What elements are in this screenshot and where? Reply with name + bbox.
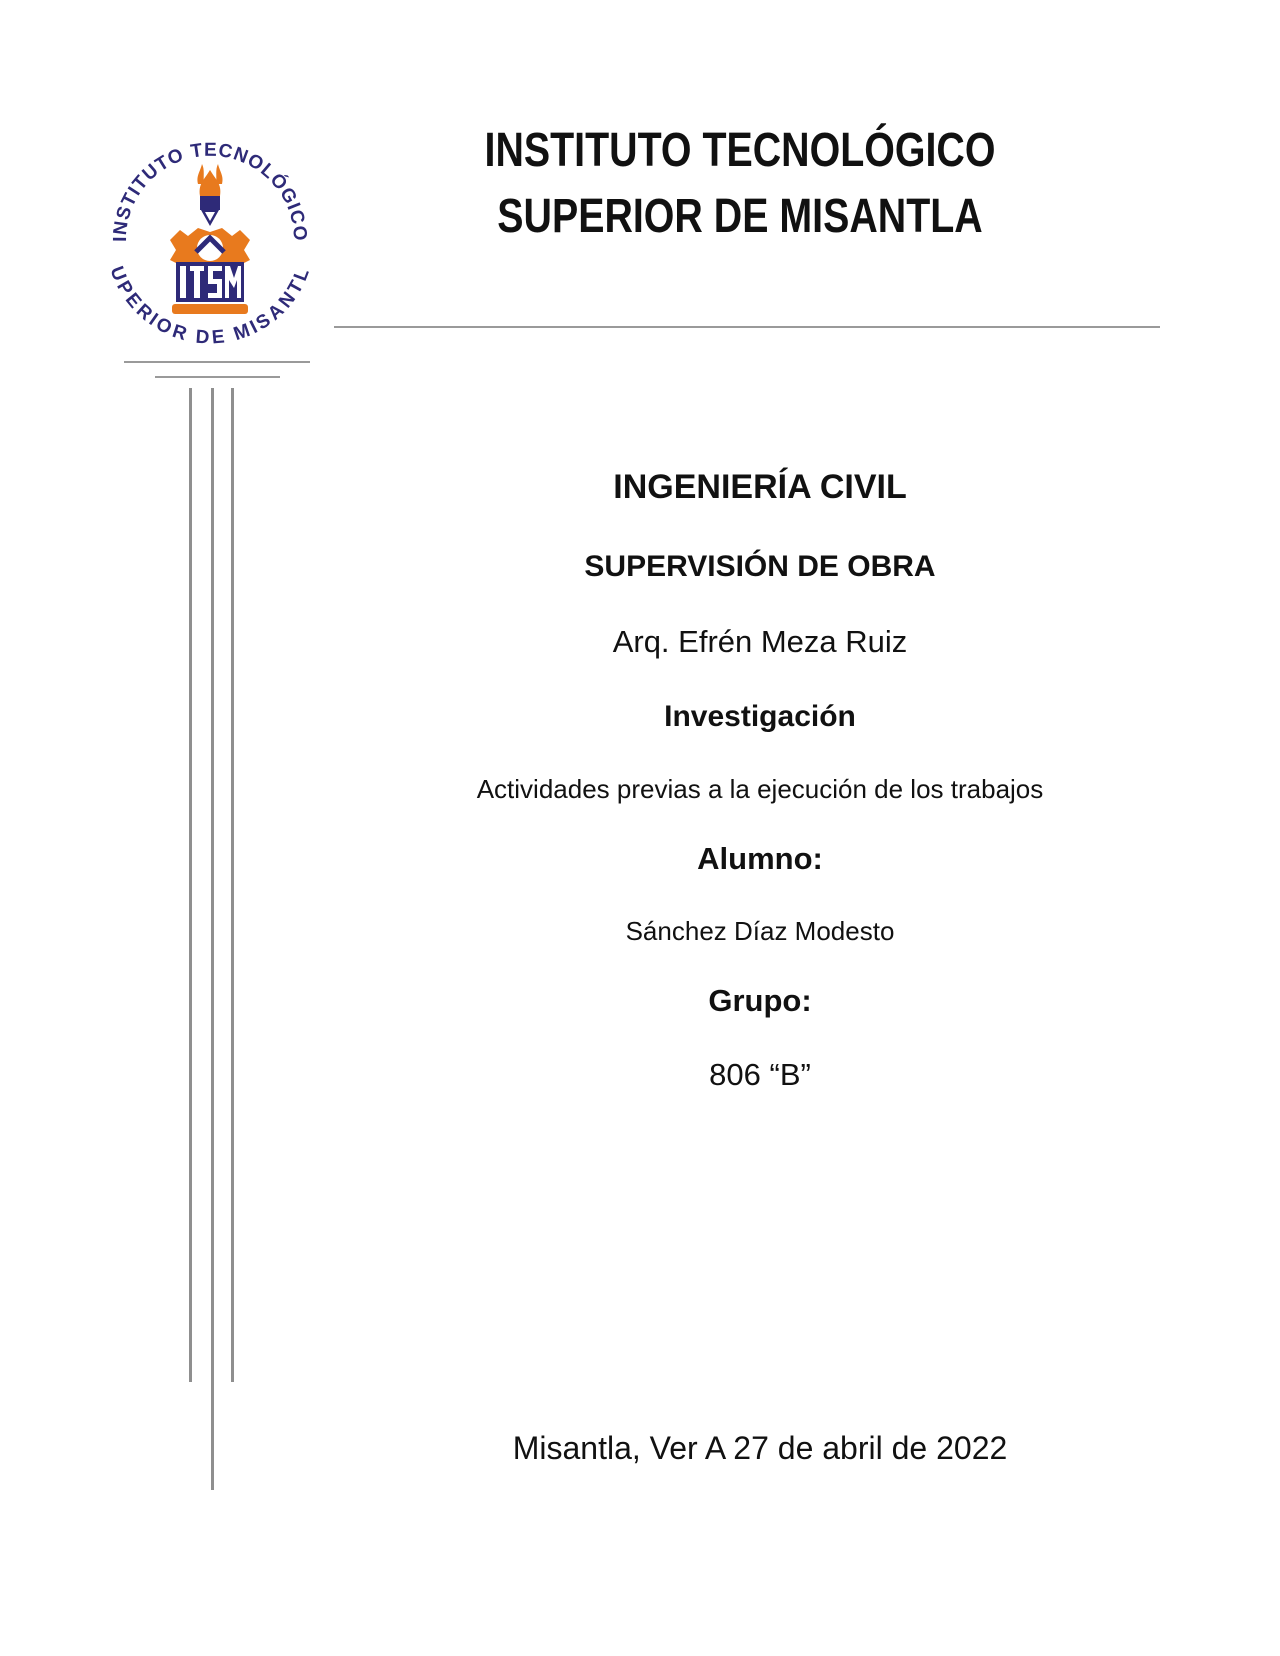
- logo-divider-top: [124, 361, 310, 363]
- student-label: Alumno:: [697, 841, 823, 876]
- document-topic: Actividades previas a la ejecución de los trabajos: [476, 774, 1044, 804]
- group-label: Grupo:: [708, 983, 812, 1018]
- institute-title: [412, 118, 1068, 250]
- institute-title-line1: INSTITUTO TECNOLÓGICO: [484, 124, 996, 177]
- place-and-date: Misantla, Ver A 27 de abril de 2022: [512, 1430, 1008, 1466]
- teacher-name: Arq. Efrén Meza Ruiz: [612, 624, 908, 659]
- group-value: 806 “B”: [709, 1057, 811, 1092]
- decorative-column-line-right: [231, 388, 234, 1382]
- decorative-column-line-center: [211, 388, 214, 1490]
- header-divider: [334, 326, 1160, 328]
- institute-logo: [110, 140, 310, 350]
- career-title: INGENIERÍA CIVIL: [613, 468, 907, 506]
- institute-title-line2: SUPERIOR DE MISANTLA: [497, 190, 983, 243]
- svg-text:INSTITUTO TECNOLÓGICO: INSTITUTO TECNOLÓGICO: [110, 140, 310, 243]
- student-name: Sánchez Díaz Modesto: [625, 916, 895, 946]
- decorative-column-line-left: [189, 388, 192, 1382]
- svg-text:SUPERIOR DE MISANTLA: PERIOR DE MISANT: [112, 276, 309, 349]
- subject-title: SUPERVISIÓN DE OBRA: [584, 550, 936, 583]
- logo-divider-bottom: [155, 376, 280, 378]
- document-type: Investigación: [664, 700, 856, 733]
